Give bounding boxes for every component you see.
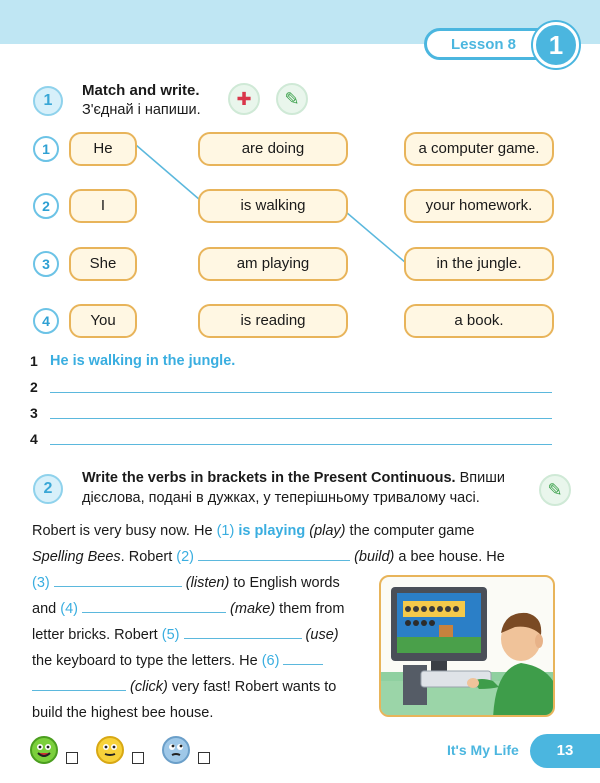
text-line-6: the keyboard to type the letters. He (6) [32,648,323,674]
gap-2-blank[interactable] [198,547,350,561]
row-1-number: 1 [33,136,59,162]
gap-6-verb: (click) [130,679,168,695]
row-4-object[interactable]: a book. [404,304,554,338]
book-title: It's My Life [447,742,519,758]
row-3-subject[interactable]: She [69,247,137,281]
write-line-3[interactable] [50,418,552,419]
row-1-verb[interactable]: are doing [198,132,348,166]
exercise-2-heading [82,470,505,486]
row-1-subject[interactable]: He [69,132,137,166]
write-line-4[interactable] [50,444,552,445]
match-line-walking [346,212,406,263]
page-number: 13 [530,734,600,768]
exercise-1-title: Match and write. [82,82,200,99]
exercise-2-title: Write the verbs in brackets in the Present Continuous. [82,470,456,486]
neutral-checkbox[interactable] [132,752,144,764]
gap-4-blank[interactable] [82,599,226,613]
gap-4-verb: (make) [230,601,276,617]
gap-3-number: (3) [32,575,50,591]
write-line-4-number: 4 [30,431,38,447]
gap-1-number: (1) [216,523,235,539]
gap-6-number: (6) [261,653,280,669]
gap-5-blank[interactable] [184,625,302,639]
gap-5-number: (5) [161,627,180,643]
gap-1-verb: (play) [309,523,346,539]
exercise-1-subtitle: З'єднай і напиши. [82,102,201,118]
exercise-1-badge: 1 [33,86,63,116]
puzzle-icon: ✚ [228,83,260,115]
thinking-checkbox[interactable] [198,752,210,764]
gap-3-verb: (listen) [185,575,230,591]
write-line-2[interactable] [50,392,552,393]
boy-computer-illustration [379,575,555,717]
thinking-face-icon [162,736,190,764]
row-2-object[interactable]: your homework. [404,189,554,223]
text-line-5: letter bricks. Robert (5) (use) [32,627,339,643]
text-line-2: Spelling Bees. Robert (2) (build) a bee house. He [32,549,505,565]
write-line-3-number: 3 [30,405,38,421]
write-line-1-answer[interactable]: He is walking in the jungle. [50,353,236,369]
lesson-label: Lesson 8 [451,36,517,53]
gap-2-verb: (build) [354,549,395,565]
neutral-face-icon [96,736,124,764]
row-3-number: 3 [33,251,59,277]
happy-face-icon [30,736,58,764]
gap-6-blank-a[interactable] [283,651,323,665]
exercise-2-subtitle: дієслова, подані в дужках, у теперішньому тривалому часі. [82,490,480,506]
write-line-2-number: 2 [30,379,38,395]
row-3-verb[interactable]: am playing [198,247,348,281]
row-4-number: 4 [33,308,59,334]
pencil-icon: ✎ [539,474,571,506]
text-line-4: and (4) (make) them from [32,601,345,617]
gap-4-number: (4) [60,601,78,617]
row-2-number: 2 [33,193,59,219]
gap-6-blank-b[interactable] [32,677,126,691]
exercise-2-subtitle-a: Впиши [459,470,505,486]
gap-2-number: (2) [176,549,195,565]
text-line-1: Robert is very busy now. He (1) is playing (play) the computer game [32,523,475,539]
match-line-he [136,145,200,200]
exercise-2-badge: 2 [33,474,63,504]
row-4-verb[interactable]: is reading [198,304,348,338]
text-line-7: (click) very fast! Robert wants to [32,674,336,700]
row-1-object[interactable]: a computer game. [404,132,554,166]
pencil-icon: ✎ [276,83,308,115]
lesson-number: 1 [533,22,579,68]
happy-checkbox[interactable] [66,752,78,764]
row-4-subject[interactable]: You [69,304,137,338]
gap-3-blank[interactable] [54,573,182,587]
gap-5-verb: (use) [305,627,339,643]
row-2-subject[interactable]: I [69,189,137,223]
row-2-verb[interactable]: is walking [198,189,348,223]
write-line-1-number: 1 [30,353,38,369]
text-line-3: (3) (listen) to English words [32,575,340,591]
gap-1-answer[interactable]: is playing [238,523,306,539]
text-line-8: build the highest bee house. [32,705,214,721]
row-3-object[interactable]: in the jungle. [404,247,554,281]
